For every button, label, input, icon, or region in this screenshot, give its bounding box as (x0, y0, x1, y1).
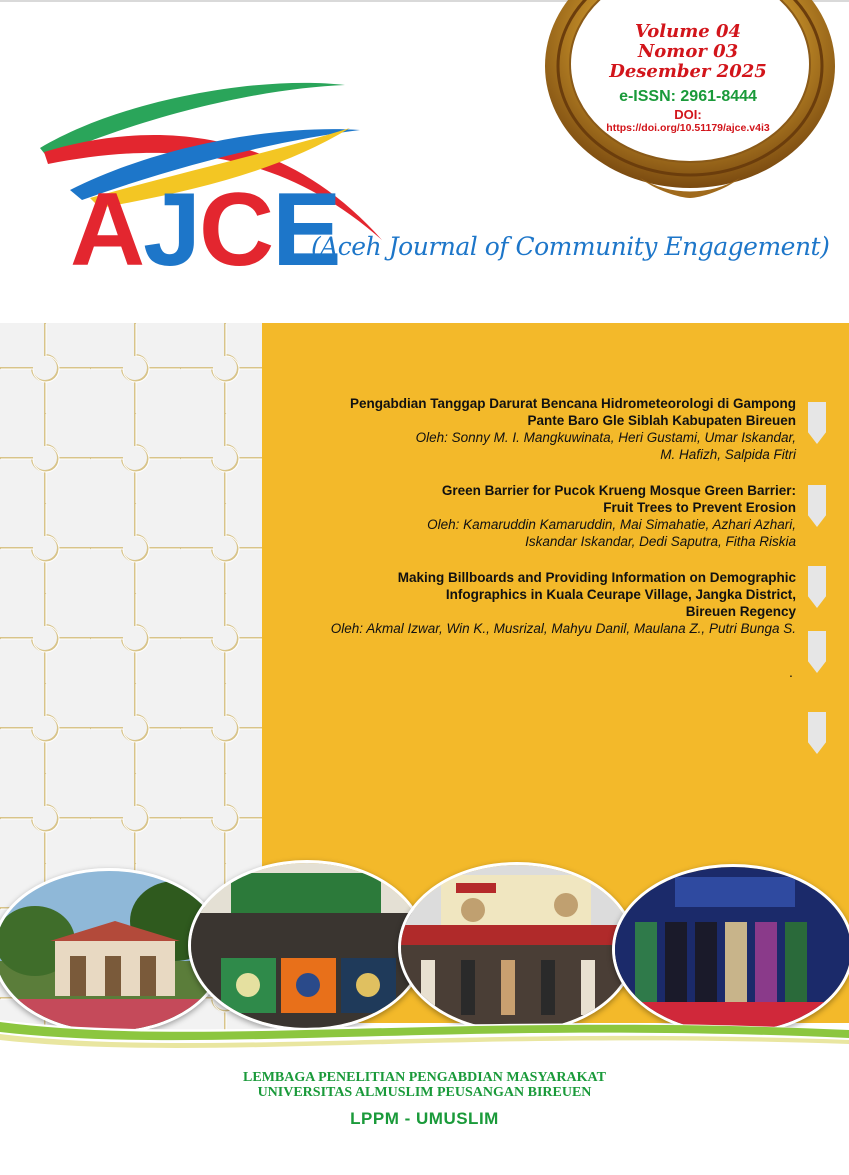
article-title-line: Bireuen Regency (685, 604, 796, 619)
stray-mark: . (789, 664, 793, 680)
logo-letter-a: A (70, 172, 144, 288)
article-authors-line: Oleh: Akmal Izwar, Win K., Musrizal, Mahyu Danil, Maulana Z., Putri Bunga S. (330, 621, 796, 636)
issn: e-ISSN: 2961-8444 (619, 88, 757, 105)
article-item[interactable] (282, 395, 796, 463)
logo-letter-e: E (272, 172, 340, 288)
article-title (282, 395, 796, 429)
journal-logo (70, 172, 340, 288)
issue-info (598, 22, 778, 134)
publisher-line-1: LEMBAGA PENELITIAN PENGABDIAN MASYARAKAT (243, 1070, 606, 1085)
article-title-line: Making Billboards and Providing Information on Demographic (397, 570, 796, 585)
issue-date: Desember 2025 (609, 61, 767, 82)
article-authors (282, 620, 796, 637)
article-title-line: Green Barrier for Pucok Krueng Mosque Green Barrier: (441, 483, 796, 498)
article-title (282, 569, 796, 620)
article-item[interactable] (282, 482, 796, 550)
publisher-line-2: UNIVERSITAS ALMUSLIM PEUSANGAN BIREUEN (257, 1085, 592, 1100)
journal-full-name: (Aceh Journal of Community Engagement) (311, 232, 830, 261)
article-authors-line: Oleh: Kamaruddin Kamaruddin, Mai Simahatie, Azhari Azhari, (427, 517, 796, 532)
doi-label: DOI: (674, 107, 702, 122)
article-authors (282, 516, 796, 550)
doi-link[interactable]: https://doi.org/10.51179/ajce.v4i3 (606, 122, 770, 134)
article-title-line: Pante Baro Gle Siblah Kabupaten Bireuen (527, 413, 796, 428)
publisher-footer (0, 1070, 849, 1129)
logo-letter-j: J (143, 172, 199, 288)
article-title-line: Infographics in Kuala Ceurape Village, Jangka District, (445, 587, 796, 602)
logo-letter-c: C (198, 172, 273, 288)
publisher-acronym: LPPM - UMUSLIM (350, 1109, 499, 1128)
article-authors-line: Oleh: Sonny M. I. Mangkuwinata, Heri Gustami, Umar Iskandar, (415, 430, 796, 445)
article-authors-line: M. Hafizh, Salpida Fitri (660, 447, 796, 462)
article-title-line: Pengabdian Tanggap Darurat Bencana Hidrometeorologi di Gampong (349, 396, 796, 411)
article-authors (282, 429, 796, 463)
article-title (282, 482, 796, 516)
article-list (282, 395, 796, 656)
article-item[interactable] (282, 569, 796, 637)
article-authors-line: Iskandar Iskandar, Dedi Saputra, Fitha Riskia (525, 534, 796, 549)
article-title-line: Fruit Trees to Prevent Erosion (603, 500, 796, 515)
volume-number: Volume 04 Nomor 03 (634, 21, 742, 62)
wave-decoration-icon (0, 1000, 849, 1065)
